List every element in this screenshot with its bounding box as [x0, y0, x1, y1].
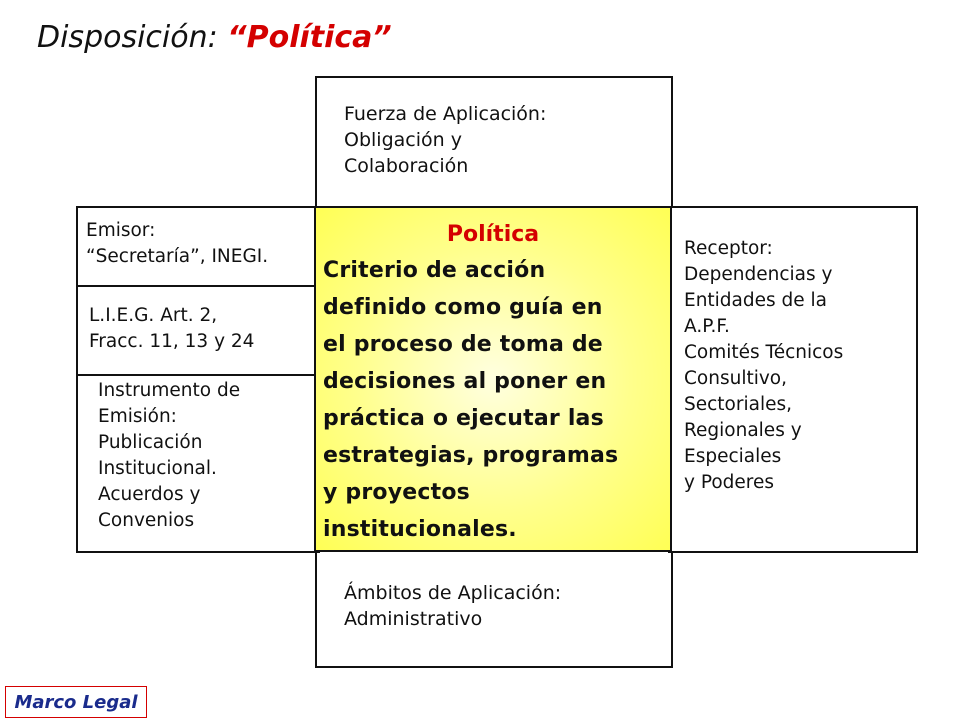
fuerza-aplicacion-text: Fuerza de Aplicación: Obligación y Colaboración [344, 103, 547, 177]
title-highlight: “Política” [227, 20, 392, 55]
emisor-text: Emisor: “Secretaría”, INEGI. [86, 220, 269, 267]
ambitos-aplicacion-text: Ámbitos de Aplicación: Administrativo [344, 582, 562, 630]
emisor-divider [77, 285, 317, 287]
marco-legal-label: Marco Legal [5, 686, 147, 718]
legal-divider [77, 374, 317, 376]
instrumento-emision-text: Instrumento de Emisión: Publicación Institucional. Acuerdos y Convenios [98, 380, 241, 531]
page-title [37, 20, 392, 55]
title-prefix: Disposición: [37, 20, 228, 55]
politica-heading: Política [446, 222, 540, 247]
receptor-text: Receptor: Dependencias y Entidades de la A.P.F. Comités Técnicos Consultivo, Sectoriales, Regionales y Especiales y Poderes [684, 238, 844, 493]
legal-reference-text: L.I.E.G. Art. 2, Fracc. 11, 13 y 24 [89, 305, 255, 352]
politica-definition-text: Criterio de acción definido como guía en el proceso de toma de decisiones al poner en práctica o ejecutar las estrategias, programas y proyectos institucionales. [323, 258, 619, 542]
